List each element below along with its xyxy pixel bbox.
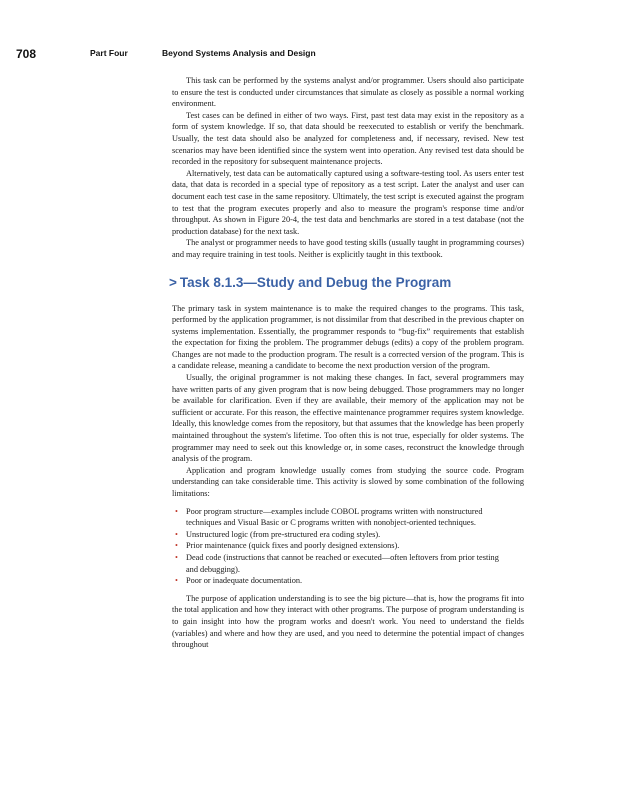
part-label: Part Four <box>90 48 128 58</box>
page-header <box>16 47 606 63</box>
paragraph: The purpose of application understanding is to see the big picture—that is, how the programs fit into the total application and how they interact with other programs. The purpose of program understanding is to gain insight into how the program works and doesn't work. You need to understand the fields (variables) and where and how they are used, and you need to determine the potential impact of changes throughout <box>172 593 524 650</box>
list-item <box>172 506 504 529</box>
paragraph: The primary task in system maintenance is to make the required changes to the programs. This task, performed by the application programmer, is not dissimilar from that described in the previous chapter on systems implementation. Essentially, the programmer responds to “bug-fix” requirements that establish the expectation for fixing the problem. The programmer debugs (edits) a copy of the problem program. Changes are not made to the production program. The result is a corrected version of the program. This is a candidate release, meaning a candidate to become the next production version of the program. <box>172 303 524 371</box>
list-item-text: Unstructured logic (from pre-structured era coding styles). <box>186 529 381 539</box>
paragraph: This task can be performed by the systems analyst and/or programmer. Users should also participate to ensure the test is conducted under circumstances that simulate as closely as possible a normal working environment. <box>172 76 524 109</box>
list-item-text: Poor program structure—examples include COBOL programs written with nonstructured techniques and Visual Basic or C programs written with nonobject-oriented techniques. <box>186 506 483 528</box>
bullet-icon: • <box>175 506 178 516</box>
list-item <box>172 552 504 575</box>
limitations-list <box>172 506 524 587</box>
paragraph: Usually, the original programmer is not making these changes. In fact, several programmers may have written parts of any given program that is now being debugged. Those programmers may no longer be available for clarification. Even if they are available, their memory of the application may not be sufficient or accurate. For this reason, the effective maintenance programmer requires system knowledge. Ideally, this knowledge comes from the repository, but that assumes that the knowledge has been properly maintained throughout the system's lifetime. Too often this is not true, especially for older systems. The programmer may need to seek out this knowledge or, in some cases, reconstruct the knowledge through analysis of the program. <box>172 373 524 464</box>
list-item <box>172 529 504 541</box>
arrow-icon: > <box>169 274 177 290</box>
section-heading-title: Task 8.1.3—Study and Debug the Program <box>179 274 452 290</box>
page-body <box>169 75 524 651</box>
running-title: Beyond Systems Analysis and Design <box>162 48 316 58</box>
bullet-icon: • <box>175 529 178 539</box>
page-number: 708 <box>16 47 37 61</box>
bullet-icon: • <box>175 552 178 562</box>
section-heading <box>169 274 524 292</box>
list-item <box>172 575 504 587</box>
paragraph: Alternatively, test data can be automatically captured using a software-testing tool. As users enter test data, that data is recorded in a special type of repository as a test script. Later the analyst and user can document each test case in the same repository. Ultimately, the test script is executed against the program to test that the program executes properly and also to measure the program's response time and/or throughput. As shown in Figure 20-4, the test data and benchmarks are stored in a test database (not the production database) for the next task. <box>172 168 524 236</box>
bullet-icon: • <box>175 541 178 551</box>
list-item <box>172 540 504 552</box>
bullet-icon: • <box>175 576 178 586</box>
list-item-text: Dead code (instructions that cannot be reached or executed—often leftovers from prior testing and debugging). <box>186 552 499 574</box>
paragraph: The analyst or programmer needs to have good testing skills (usually taught in programming courses) and may require training in test tools. Neither is explicitly taught in this textbook. <box>172 238 524 259</box>
paragraph: Test cases can be defined in either of two ways. First, past test data may exist in the repository as a form of system knowledge. If so, that data should be reexecuted to establish or verify the benchmark. Usually, the test data should also be analyzed for completeness and, if necessary, revised. New test scenarios may have been identified since the system went into operation. Any revised test data should be recorded in the repository for subsequent maintenance projects. <box>172 110 524 167</box>
paragraph: Application and program knowledge usually comes from studying the source code. Program understanding can take considerable time. This activity is slowed by some combination of the following limitations: <box>172 465 524 498</box>
list-item-text: Prior maintenance (quick fixes and poorly designed extensions). <box>186 541 400 551</box>
list-item-text: Poor or inadequate documentation. <box>186 576 303 586</box>
